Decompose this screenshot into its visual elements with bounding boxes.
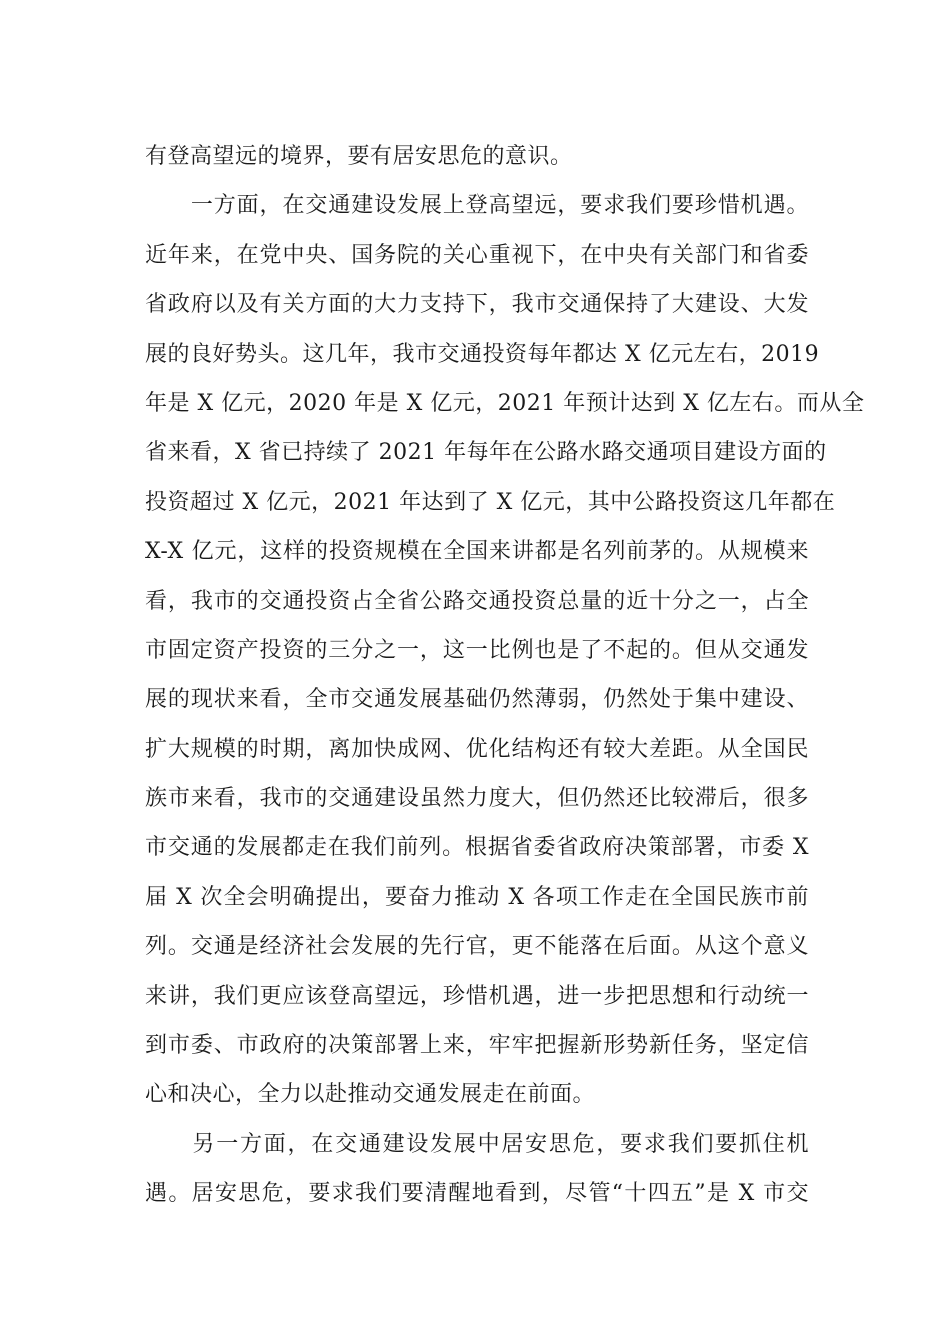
text-line: 扩大规模的时期，离加快成网、优化结构还有较大差距。从全国民 — [145, 736, 809, 762]
text-line: 一方面，在交通建设发展上登高望远，要求我们要珍惜机遇。 — [145, 193, 809, 219]
text-line: 族市来看，我市的交通建设虽然力度大，但仍然还比较滞后，很多 — [145, 786, 809, 812]
text-line: 有登高望远的境界，要有居安思危的意识。 — [145, 144, 573, 169]
text-line: 省政府以及有关方面的大力支持下，我市交通保持了大建设、大发 — [145, 292, 809, 318]
text-line: 心和决心，全力以赴推动交通发展走在前面。 — [145, 1082, 596, 1108]
text-line: 看，我市的交通投资占全省公路交通投资总量的近十分之一，占全 — [145, 588, 809, 614]
text-line: 市交通的发展都走在我们前列。根据省委省政府决策部署，市委 X — [145, 835, 809, 861]
text-line: 展的良好势头。这几年，我市交通投资每年都达 X 亿元左右，2019 — [145, 341, 820, 367]
text-line: 另一方面，在交通建设发展中居安思危，要求我们要抓住机 — [145, 1131, 809, 1157]
text-line: 遇。居安思危，要求我们要清醒地看到，尽管“十四五”是 X 市交 — [145, 1181, 809, 1207]
text-line: 投资超过 X 亿元，2021 年达到了 X 亿元，其中公路投资这几年都在 — [145, 489, 836, 515]
text-line: 届 X 次全会明确提出，要奋力推动 X 各项工作走在全国民族市前 — [145, 884, 809, 910]
text-line: X-X 亿元，这样的投资规模在全国来讲都是名列前茅的。从规模来 — [145, 539, 809, 565]
text-line: 到市委、市政府的决策部署上来，牢牢把握新形势新任务，坚定信 — [145, 1033, 809, 1059]
text-line: 来讲，我们更应该登高望远，珍惜机遇，进一步把思想和行动统一 — [145, 983, 809, 1009]
text-line: 展的现状来看，全市交通发展基础仍然薄弱，仍然处于集中建设、 — [145, 687, 809, 713]
text-line: 近年来，在党中央、国务院的关心重视下，在中央有关部门和省委 — [145, 242, 809, 268]
text-line: 年是 X 亿元，2020 年是 X 亿元，2021 年预计达到 X 亿左右。而从全 — [145, 390, 865, 416]
text-line: 市固定资产投资的三分之一，这一比例也是了不起的。但从交通发 — [145, 637, 809, 663]
text-line: 列。交通是经济社会发展的先行官，更不能落在后面。从这个意义 — [145, 934, 809, 960]
body-text — [145, 132, 865, 1219]
text-line: 省来看，X 省已持续了 2021 年每年在公路水路交通项目建设方面的 — [145, 440, 827, 466]
